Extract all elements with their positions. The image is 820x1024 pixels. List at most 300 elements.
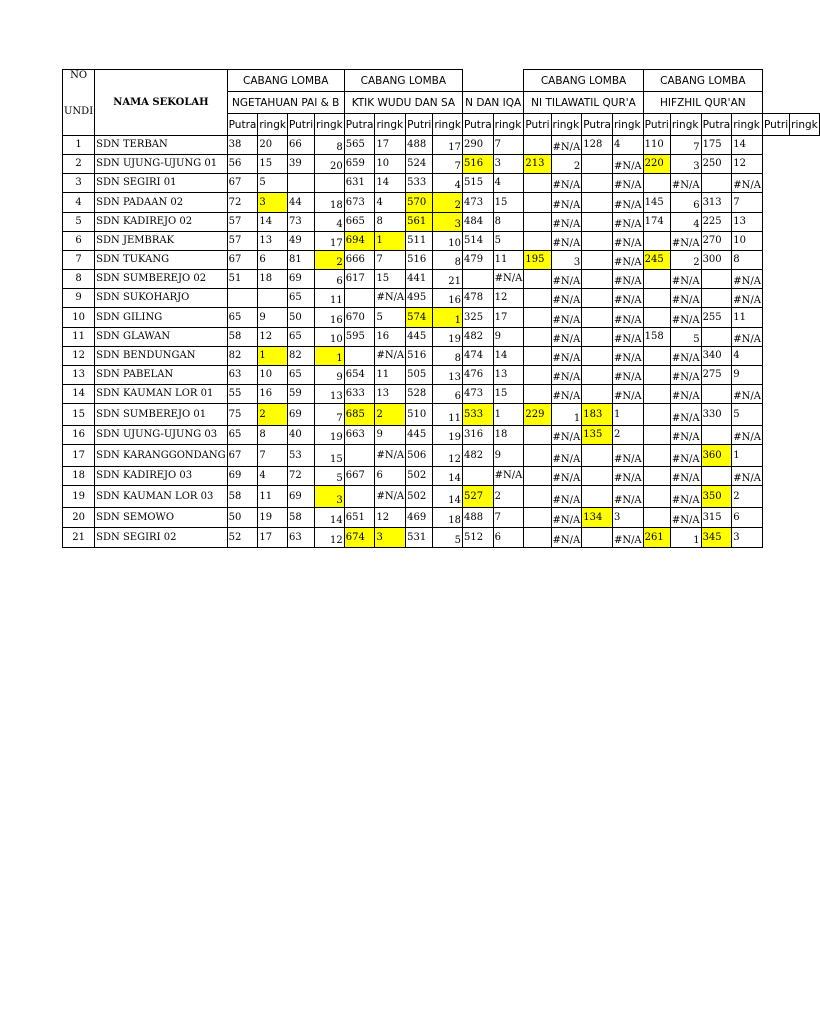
score-cell[interactable] [582, 270, 613, 289]
score-cell[interactable]: 316 [462, 426, 493, 445]
nama-sekolah-cell[interactable]: SDN SUMBEREJO 02 [95, 270, 228, 289]
no-undi-cell[interactable]: 3 [63, 174, 95, 193]
score-cell[interactable]: 69 [287, 270, 314, 289]
rank-cell[interactable]: 10 [433, 232, 463, 251]
rank-cell[interactable]: #N/A [612, 445, 643, 467]
sub-header-peringkat-putri[interactable]: ringk [433, 114, 463, 136]
score-cell[interactable]: 685 [344, 404, 375, 426]
score-cell[interactable] [524, 385, 551, 404]
rank-cell[interactable]: 15 [315, 445, 345, 467]
rank-cell[interactable]: 15 [258, 155, 288, 174]
rank-cell[interactable]: 5 [670, 328, 701, 347]
score-cell[interactable] [643, 347, 670, 366]
rank-cell[interactable]: 3 [258, 193, 288, 213]
no-undi-cell[interactable]: 5 [63, 213, 95, 232]
rank-cell[interactable]: 2 [433, 193, 463, 213]
score-cell[interactable] [524, 308, 551, 328]
no-undi-cell[interactable]: 8 [63, 270, 95, 289]
rank-cell[interactable]: #N/A [551, 366, 582, 385]
score-cell[interactable]: 673 [344, 193, 375, 213]
score-cell[interactable] [524, 486, 551, 508]
nama-sekolah-cell[interactable]: SDN GILING [95, 308, 228, 328]
score-cell[interactable]: 39 [287, 155, 314, 174]
rank-cell[interactable]: #N/A [732, 467, 763, 486]
cabang-lomba-4[interactable]: CABANG LOMBA [524, 70, 643, 92]
sub-header-putra[interactable]: Putra [462, 114, 493, 136]
sub-header-peringkat-putra[interactable]: ringk [258, 114, 288, 136]
score-cell[interactable]: 478 [462, 289, 493, 308]
rank-cell[interactable]: 12 [433, 445, 463, 467]
rank-cell[interactable]: #N/A [612, 486, 643, 508]
rank-cell[interactable]: 4 [612, 136, 643, 155]
score-cell[interactable] [524, 136, 551, 155]
rank-cell[interactable]: 15 [375, 270, 406, 289]
rank-cell[interactable]: 5 [732, 404, 763, 426]
rank-cell[interactable]: #N/A [612, 270, 643, 289]
rank-cell[interactable]: 2 [493, 486, 524, 508]
no-undi-cell[interactable]: 1 [63, 136, 95, 155]
score-cell[interactable]: 511 [406, 232, 433, 251]
rank-cell[interactable]: 9 [375, 426, 406, 445]
score-cell[interactable] [287, 174, 314, 193]
score-cell[interactable]: 330 [701, 404, 732, 426]
rank-cell[interactable]: 3 [732, 528, 763, 548]
rank-cell[interactable]: 5 [493, 232, 524, 251]
rank-cell[interactable]: 19 [433, 426, 463, 445]
rank-cell[interactable]: 7 [732, 193, 763, 213]
rank-cell[interactable]: 18 [493, 426, 524, 445]
score-cell[interactable] [582, 232, 613, 251]
rank-cell[interactable]: 8 [732, 251, 763, 270]
rank-cell[interactable]: 20 [315, 155, 345, 174]
score-cell[interactable] [582, 385, 613, 404]
score-cell[interactable]: 631 [344, 174, 375, 193]
score-cell[interactable] [643, 289, 670, 308]
score-cell[interactable]: 38 [227, 136, 258, 155]
rank-cell[interactable]: #N/A [670, 445, 701, 467]
score-cell[interactable]: 213 [524, 155, 551, 174]
nama-sekolah-cell[interactable]: SDN PABELAN [95, 366, 228, 385]
rank-cell[interactable]: #N/A [551, 193, 582, 213]
score-cell[interactable] [643, 308, 670, 328]
score-cell[interactable]: 670 [344, 308, 375, 328]
no-undi-cell[interactable]: 18 [63, 467, 95, 486]
score-cell[interactable] [701, 426, 732, 445]
score-cell[interactable]: 290 [462, 136, 493, 155]
score-cell[interactable]: 345 [701, 528, 732, 548]
no-undi-cell[interactable]: 9 [63, 289, 95, 308]
score-cell[interactable]: 56 [227, 155, 258, 174]
rank-cell[interactable]: #N/A [551, 289, 582, 308]
rank-cell[interactable]: 3 [375, 528, 406, 548]
score-cell[interactable]: 482 [462, 328, 493, 347]
rank-cell[interactable]: 16 [258, 385, 288, 404]
rank-cell[interactable]: 3 [493, 155, 524, 174]
rank-cell[interactable]: #N/A [612, 308, 643, 328]
rank-cell[interactable]: #N/A [375, 486, 406, 508]
rank-cell[interactable]: 11 [315, 289, 345, 308]
score-cell[interactable]: 51 [227, 270, 258, 289]
no-undi-cell[interactable]: 16 [63, 426, 95, 445]
rank-cell[interactable]: 17 [315, 232, 345, 251]
score-cell[interactable]: 674 [344, 528, 375, 548]
score-cell[interactable]: 651 [344, 508, 375, 528]
score-cell[interactable]: 250 [701, 155, 732, 174]
score-cell[interactable]: 110 [643, 136, 670, 155]
score-cell[interactable]: 275 [701, 366, 732, 385]
score-cell[interactable]: 261 [643, 528, 670, 548]
rank-cell[interactable]: 7 [258, 445, 288, 467]
score-cell[interactable] [344, 486, 375, 508]
rank-cell[interactable]: 18 [315, 193, 345, 213]
rank-cell[interactable]: 1 [670, 528, 701, 548]
sub-header-peringkat-putri[interactable]: ringk [670, 114, 701, 136]
score-cell[interactable]: 495 [406, 289, 433, 308]
score-cell[interactable]: 220 [643, 155, 670, 174]
rank-cell[interactable]: 7 [493, 508, 524, 528]
score-cell[interactable]: 574 [406, 308, 433, 328]
score-cell[interactable]: 135 [582, 426, 613, 445]
score-cell[interactable]: 313 [701, 193, 732, 213]
rank-cell[interactable]: #N/A [612, 174, 643, 193]
rank-cell[interactable]: 8 [433, 347, 463, 366]
rank-cell[interactable]: 1 [375, 232, 406, 251]
rank-cell[interactable]: 18 [433, 508, 463, 528]
score-cell[interactable]: 82 [227, 347, 258, 366]
score-cell[interactable] [582, 193, 613, 213]
score-cell[interactable] [643, 270, 670, 289]
rank-cell[interactable]: 9 [315, 366, 345, 385]
rank-cell[interactable]: 14 [315, 508, 345, 528]
rank-cell[interactable]: #N/A [493, 467, 524, 486]
score-cell[interactable]: 561 [406, 213, 433, 232]
score-cell[interactable]: 667 [344, 467, 375, 486]
sub-header-peringkat-putra[interactable]: ringk [375, 114, 406, 136]
nama-sekolah-cell[interactable]: SDN KAUMAN LOR 01 [95, 385, 228, 404]
rank-cell[interactable]: #N/A [670, 366, 701, 385]
rank-cell[interactable]: #N/A [551, 445, 582, 467]
rank-cell[interactable]: #N/A [551, 328, 582, 347]
rank-cell[interactable]: 8 [315, 136, 345, 155]
sub-header-peringkat-putri[interactable]: ringk [315, 114, 345, 136]
rank-cell[interactable]: #N/A [551, 385, 582, 404]
no-undi-cell[interactable]: 11 [63, 328, 95, 347]
rank-cell[interactable]: #N/A [732, 426, 763, 445]
rank-cell[interactable]: 5 [258, 174, 288, 193]
rank-cell[interactable]: #N/A [670, 174, 701, 193]
rank-cell[interactable]: #N/A [732, 385, 763, 404]
rank-cell[interactable]: 14 [493, 347, 524, 366]
rank-cell[interactable]: 2 [551, 155, 582, 174]
nama-sekolah-cell[interactable]: SDN JEMBRAK [95, 232, 228, 251]
rank-cell[interactable]: 2 [258, 404, 288, 426]
rank-cell[interactable]: 12 [493, 289, 524, 308]
rank-cell[interactable]: 5 [315, 467, 345, 486]
rank-cell[interactable]: 1 [551, 404, 582, 426]
score-cell[interactable] [582, 174, 613, 193]
rank-cell[interactable]: #N/A [670, 232, 701, 251]
nama-sekolah-cell[interactable]: SDN TUKANG [95, 251, 228, 270]
score-cell[interactable] [582, 528, 613, 548]
rank-cell[interactable]: #N/A [612, 328, 643, 347]
score-cell[interactable]: 158 [643, 328, 670, 347]
score-cell[interactable] [524, 328, 551, 347]
rank-cell[interactable]: #N/A [612, 467, 643, 486]
no-undi-cell[interactable]: 4 [63, 193, 95, 213]
rank-cell[interactable]: 15 [493, 193, 524, 213]
score-cell[interactable] [462, 467, 493, 486]
score-cell[interactable]: 49 [287, 232, 314, 251]
score-cell[interactable]: 473 [462, 193, 493, 213]
rank-cell[interactable]: 11 [732, 308, 763, 328]
rank-cell[interactable]: 8 [375, 213, 406, 232]
score-cell[interactable] [582, 289, 613, 308]
rank-cell[interactable]: 17 [493, 308, 524, 328]
score-cell[interactable]: 225 [701, 213, 732, 232]
cabang-lomba-3-blank[interactable] [462, 70, 523, 92]
score-cell[interactable]: 128 [582, 136, 613, 155]
score-cell[interactable]: 340 [701, 347, 732, 366]
rank-cell[interactable]: 3 [315, 486, 345, 508]
rank-cell[interactable]: 13 [493, 366, 524, 385]
no-undi-cell[interactable]: 2 [63, 155, 95, 174]
score-cell[interactable]: 502 [406, 486, 433, 508]
score-cell[interactable] [524, 213, 551, 232]
score-cell[interactable] [643, 404, 670, 426]
rank-cell[interactable]: 7 [433, 155, 463, 174]
rank-cell[interactable]: 10 [258, 366, 288, 385]
rank-cell[interactable]: 19 [258, 508, 288, 528]
rank-cell[interactable]: #N/A [670, 270, 701, 289]
rank-cell[interactable]: 7 [493, 136, 524, 155]
score-cell[interactable]: 65 [287, 328, 314, 347]
rank-cell[interactable]: 2 [375, 404, 406, 426]
rank-cell[interactable]: #N/A [612, 347, 643, 366]
score-cell[interactable]: 82 [287, 347, 314, 366]
score-cell[interactable]: 63 [287, 528, 314, 548]
score-cell[interactable]: 488 [462, 508, 493, 528]
score-cell[interactable] [643, 385, 670, 404]
rank-cell[interactable]: 19 [433, 328, 463, 347]
nama-sekolah-cell[interactable]: SDN UJUNG-UJUNG 01 [95, 155, 228, 174]
rank-cell[interactable]: #N/A [551, 486, 582, 508]
rank-cell[interactable]: #N/A [612, 193, 643, 213]
no-undi-cell[interactable]: 10 [63, 308, 95, 328]
score-cell[interactable]: 75 [227, 404, 258, 426]
score-cell[interactable]: 469 [406, 508, 433, 528]
score-cell[interactable]: 479 [462, 251, 493, 270]
rank-cell[interactable]: 1 [315, 347, 345, 366]
score-cell[interactable] [643, 174, 670, 193]
rank-cell[interactable]: #N/A [612, 385, 643, 404]
rank-cell[interactable]: #N/A [670, 308, 701, 328]
sub-header-putra[interactable]: Putra [344, 114, 375, 136]
rank-cell[interactable] [258, 289, 288, 308]
rank-cell[interactable]: #N/A [551, 508, 582, 528]
rank-cell[interactable]: 1 [612, 404, 643, 426]
score-cell[interactable]: 134 [582, 508, 613, 528]
score-cell[interactable]: 533 [462, 404, 493, 426]
score-cell[interactable] [227, 289, 258, 308]
score-cell[interactable] [643, 366, 670, 385]
nama-sekolah-cell[interactable]: SDN KARANGGONDANG [95, 445, 228, 467]
score-cell[interactable] [701, 174, 732, 193]
rank-cell[interactable]: #N/A [551, 174, 582, 193]
rank-cell[interactable]: #N/A [612, 155, 643, 174]
score-cell[interactable] [643, 467, 670, 486]
score-cell[interactable]: 69 [287, 486, 314, 508]
score-cell[interactable]: 53 [287, 445, 314, 467]
rank-cell[interactable]: 2 [670, 251, 701, 270]
score-cell[interactable]: 531 [406, 528, 433, 548]
score-cell[interactable] [462, 270, 493, 289]
score-cell[interactable]: 50 [227, 508, 258, 528]
score-cell[interactable]: 350 [701, 486, 732, 508]
rank-cell[interactable]: 17 [375, 136, 406, 155]
no-undi-cell[interactable]: 19 [63, 486, 95, 508]
score-cell[interactable]: 66 [287, 136, 314, 155]
score-cell[interactable] [524, 508, 551, 528]
rank-cell[interactable]: 13 [433, 366, 463, 385]
score-cell[interactable]: 694 [344, 232, 375, 251]
rank-cell[interactable]: #N/A [670, 404, 701, 426]
score-cell[interactable] [524, 445, 551, 467]
rank-cell[interactable]: 6 [375, 467, 406, 486]
rank-cell[interactable]: #N/A [612, 289, 643, 308]
score-cell[interactable]: 516 [406, 347, 433, 366]
score-cell[interactable]: 67 [227, 251, 258, 270]
group-hifzhil-quran[interactable]: HIFZHIL QUR'AN [643, 92, 762, 114]
score-cell[interactable] [582, 445, 613, 467]
score-cell[interactable]: 524 [406, 155, 433, 174]
score-cell[interactable]: 229 [524, 404, 551, 426]
score-cell[interactable]: 516 [406, 251, 433, 270]
rank-cell[interactable]: #N/A [612, 366, 643, 385]
rank-cell[interactable]: #N/A [551, 467, 582, 486]
rank-cell[interactable]: 19 [315, 426, 345, 445]
rank-cell[interactable]: #N/A [670, 385, 701, 404]
rank-cell[interactable]: 13 [375, 385, 406, 404]
rank-cell[interactable]: 6 [732, 508, 763, 528]
score-cell[interactable] [524, 193, 551, 213]
score-cell[interactable]: 65 [227, 308, 258, 328]
score-cell[interactable]: 617 [344, 270, 375, 289]
score-cell[interactable] [582, 155, 613, 174]
rank-cell[interactable]: 10 [375, 155, 406, 174]
score-cell[interactable]: 63 [227, 366, 258, 385]
no-undi-cell[interactable]: 13 [63, 366, 95, 385]
rank-cell[interactable]: 8 [258, 426, 288, 445]
sub-header-putra[interactable]: Putra [582, 114, 613, 136]
rank-cell[interactable]: 16 [433, 289, 463, 308]
rank-cell[interactable]: 7 [375, 251, 406, 270]
nama-sekolah-cell[interactable]: SDN SEMOWO [95, 508, 228, 528]
sub-header-peringkat-putri[interactable]: ringk [790, 114, 820, 136]
rank-cell[interactable]: #N/A [375, 289, 406, 308]
score-cell[interactable] [701, 289, 732, 308]
score-cell[interactable]: 255 [701, 308, 732, 328]
rank-cell[interactable]: 4 [258, 467, 288, 486]
score-cell[interactable]: 514 [462, 232, 493, 251]
rank-cell[interactable]: 11 [258, 486, 288, 508]
rank-cell[interactable]: 14 [258, 213, 288, 232]
score-cell[interactable]: 474 [462, 347, 493, 366]
group-tilawatil-quran[interactable]: NI TILAWATIL QUR'A [524, 92, 643, 114]
score-cell[interactable] [344, 347, 375, 366]
rank-cell[interactable]: #N/A [551, 347, 582, 366]
score-cell[interactable]: 245 [643, 251, 670, 270]
rank-cell[interactable]: 7 [315, 404, 345, 426]
score-cell[interactable] [524, 232, 551, 251]
rank-cell[interactable]: 13 [732, 213, 763, 232]
sub-header-putri[interactable]: Putri [287, 114, 314, 136]
sub-header-putra[interactable]: Putra [701, 114, 732, 136]
rank-cell[interactable]: 20 [258, 136, 288, 155]
score-cell[interactable]: 81 [287, 251, 314, 270]
nama-sekolah-cell[interactable]: SDN SEGIRI 01 [95, 174, 228, 193]
score-cell[interactable]: 502 [406, 467, 433, 486]
rank-cell[interactable]: 7 [670, 136, 701, 155]
score-cell[interactable]: 510 [406, 404, 433, 426]
rank-cell[interactable]: 4 [433, 174, 463, 193]
rank-cell[interactable]: #N/A [670, 486, 701, 508]
score-cell[interactable]: 50 [287, 308, 314, 328]
score-cell[interactable] [643, 426, 670, 445]
score-cell[interactable]: 512 [462, 528, 493, 548]
rank-cell[interactable]: 12 [315, 528, 345, 548]
score-cell[interactable]: 488 [406, 136, 433, 155]
rank-cell[interactable]: 9 [732, 366, 763, 385]
score-cell[interactable]: 528 [406, 385, 433, 404]
rank-cell[interactable]: 2 [732, 486, 763, 508]
score-cell[interactable] [524, 426, 551, 445]
rank-cell[interactable]: #N/A [551, 136, 582, 155]
rank-cell[interactable]: 13 [258, 232, 288, 251]
nama-sekolah-cell[interactable]: SDN KADIREJO 02 [95, 213, 228, 232]
no-undi-cell[interactable]: 17 [63, 445, 95, 467]
rank-cell[interactable]: #N/A [551, 308, 582, 328]
rank-cell[interactable]: 3 [670, 155, 701, 174]
rank-cell[interactable]: #N/A [612, 528, 643, 548]
sub-header-putri[interactable]: Putri [643, 114, 670, 136]
score-cell[interactable]: 52 [227, 528, 258, 548]
rank-cell[interactable]: 10 [315, 328, 345, 347]
rank-cell[interactable]: 4 [732, 347, 763, 366]
rank-cell[interactable]: 6 [670, 193, 701, 213]
no-undi-cell[interactable]: 12 [63, 347, 95, 366]
rank-cell[interactable]: 2 [315, 251, 345, 270]
no-undi-cell[interactable]: 14 [63, 385, 95, 404]
score-cell[interactable]: 506 [406, 445, 433, 467]
rank-cell[interactable]: 11 [493, 251, 524, 270]
nama-sekolah-cell[interactable]: SDN KADIREJO 03 [95, 467, 228, 486]
score-cell[interactable] [701, 328, 732, 347]
rank-cell[interactable]: 9 [493, 328, 524, 347]
score-cell[interactable]: 473 [462, 385, 493, 404]
rank-cell[interactable]: #N/A [375, 347, 406, 366]
sub-header-peringkat-putri[interactable]: ringk [551, 114, 582, 136]
nama-sekolah-cell[interactable]: SDN PADAAN 02 [95, 193, 228, 213]
score-cell[interactable] [524, 528, 551, 548]
score-cell[interactable]: 65 [287, 289, 314, 308]
score-cell[interactable] [582, 467, 613, 486]
cabang-lomba-5[interactable]: CABANG LOMBA [643, 70, 762, 92]
score-cell[interactable] [643, 232, 670, 251]
rank-cell[interactable]: #N/A [670, 467, 701, 486]
score-cell[interactable]: 665 [344, 213, 375, 232]
rank-cell[interactable]: #N/A [612, 232, 643, 251]
rank-cell[interactable]: #N/A [493, 270, 524, 289]
